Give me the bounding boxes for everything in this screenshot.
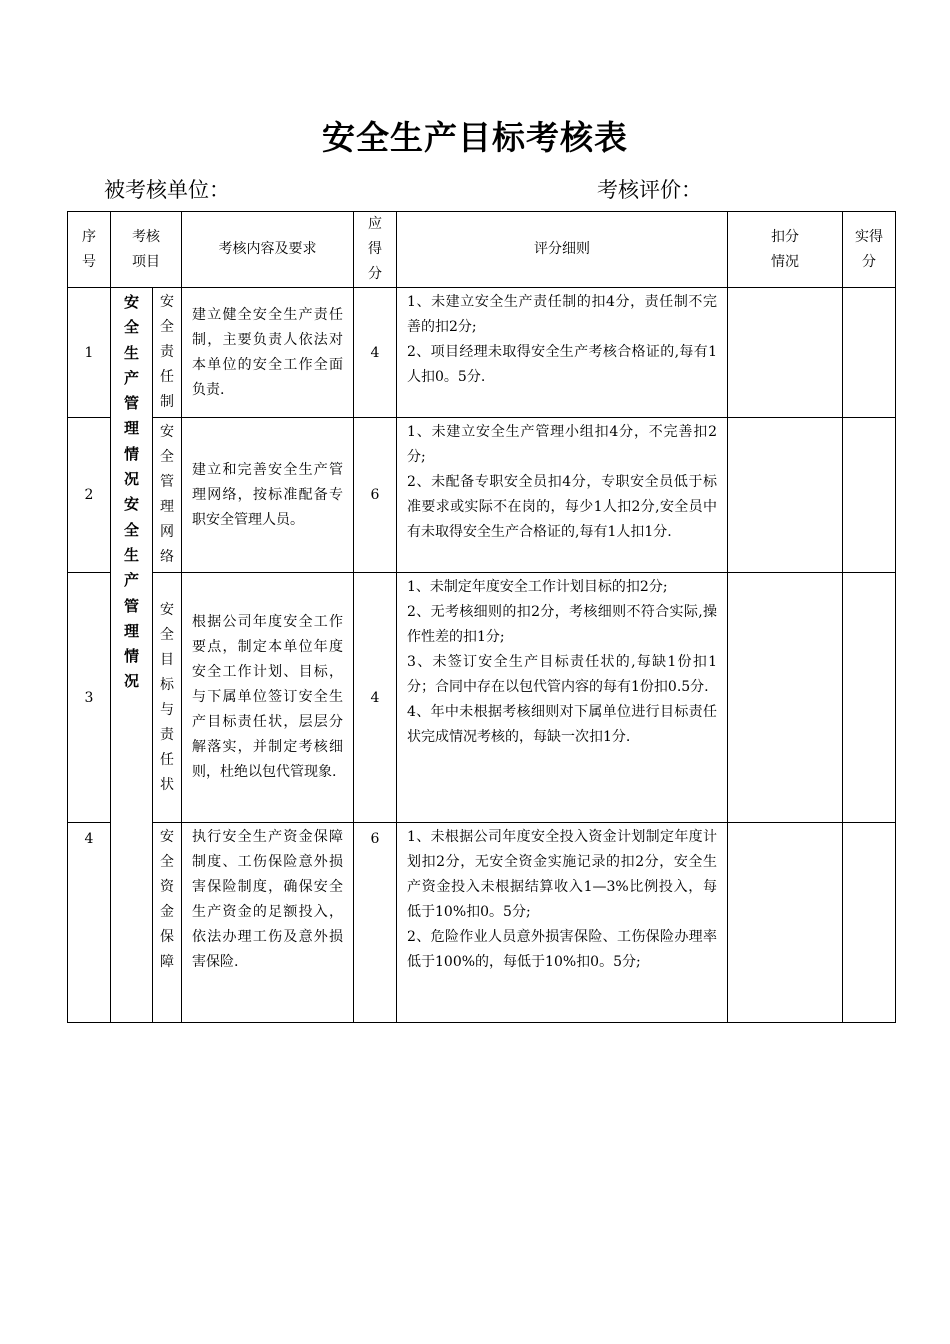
evaluation-label: 考核评价： [597, 178, 702, 202]
score-cell: 6 [354, 823, 397, 1023]
rule-line: 1、未建立安全生产管理小组扣4分，不完善扣2分; [407, 424, 718, 465]
category-cell: 安全生产管理情况安全生产管理情况 [111, 288, 153, 1023]
table-row [68, 418, 896, 573]
header-deduction: 扣分情况 [728, 212, 843, 288]
document-title: 安全生产目标考核表 [322, 118, 628, 157]
rule-line: 1、未根据公司年度安全投入资金计划制定年度计划扣2分，无安全资金实施记录的扣2分，安全生产资金投入未根据结算收入1—3%比例投入，每低于10%扣0。5分; [407, 829, 718, 920]
header-score: 应得分 [354, 212, 397, 288]
row-seq: 3 [68, 573, 111, 823]
actual-score-cell [843, 823, 896, 1023]
deduction-cell [728, 288, 843, 418]
header-requirements: 考核内容及要求 [182, 212, 354, 288]
actual-score-cell [843, 418, 896, 573]
deduction-cell [728, 573, 843, 823]
requirements-cell: 建立健全安全生产责任制，主要负责人依法对本单位的安全工作全面负责. [182, 288, 354, 418]
rules-cell [397, 418, 728, 573]
rule-line: 1、未建立安全生产责任制的扣4分，责任制不完善的扣2分; [407, 294, 718, 335]
requirements-cell: 执行安全生产资金保障制度、工伤保险意外损害保险制度，确保安全生产资金的足额投入，依法办理工伤及意外损害保险. [182, 823, 354, 1023]
table-row [68, 288, 896, 418]
rules-cell [397, 823, 728, 1023]
score-cell: 6 [354, 418, 397, 573]
rule-line: 2、未配备专职安全员扣4分，专职安全员低于标准要求或实际不在岗的，每少1人扣2分,安全员中有未取得安全生产合格证的,每有1人扣1分. [407, 474, 718, 540]
actual-score-cell [843, 288, 896, 418]
header-seq: 序号 [68, 212, 111, 288]
table-row [68, 573, 896, 823]
score-cell: 4 [354, 573, 397, 823]
sub-item: 安全资金保障 [153, 823, 182, 1023]
rule-line: 4、年中未根据考核细则对下属单位进行目标责任状完成情况考核的，每缺一次扣1分. [407, 704, 718, 745]
row-seq: 2 [68, 418, 111, 573]
score-cell: 4 [354, 288, 397, 418]
requirements-cell: 根据公司年度安全工作要点，制定本单位年度安全工作计划、目标，与下属单位签订安全生产目标责任状，层层分解落实，并制定考核细则，杜绝以包代管现象. [182, 573, 354, 823]
rule-line: 3、未签订安全生产目标责任状的,每缺1份扣1分；合同中存在以包代管内容的每有1份扣0.5分. [407, 654, 718, 695]
row-seq: 4 [68, 823, 111, 1023]
rule-line: 2、危险作业人员意外损害保险、工伤保险办理率低于100%的，每低于10%扣0。5分; [407, 929, 718, 970]
rule-line: 2、无考核细则的扣2分，考核细则不符合实际,操作性差的扣1分; [407, 604, 718, 645]
header-rules: 评分细则 [397, 212, 728, 288]
table-row [68, 823, 896, 1023]
assessed-unit-label: 被考核单位： [104, 178, 230, 202]
sub-item: 安全目标与责任状 [153, 573, 182, 823]
header-row [68, 212, 896, 288]
deduction-cell [728, 418, 843, 573]
rules-cell [397, 573, 728, 823]
deduction-cell [728, 823, 843, 1023]
row-seq: 1 [68, 288, 111, 418]
header-item: 考核项目 [111, 212, 182, 288]
assessment-table [67, 211, 896, 1023]
sub-item: 安全责任制 [153, 288, 182, 418]
actual-score-cell [843, 573, 896, 823]
header-actual: 实得分 [843, 212, 896, 288]
rule-line: 2、项目经理未取得安全生产考核合格证的,每有1人扣0。5分. [407, 344, 718, 385]
rule-line: 1、未制定年度安全工作计划目标的扣2分; [407, 579, 668, 595]
sub-item: 安全管理网络 [153, 418, 182, 573]
rules-cell [397, 288, 728, 418]
requirements-cell: 建立和完善安全生产管理网络，按标准配备专职安全管理人员。 [182, 418, 354, 573]
